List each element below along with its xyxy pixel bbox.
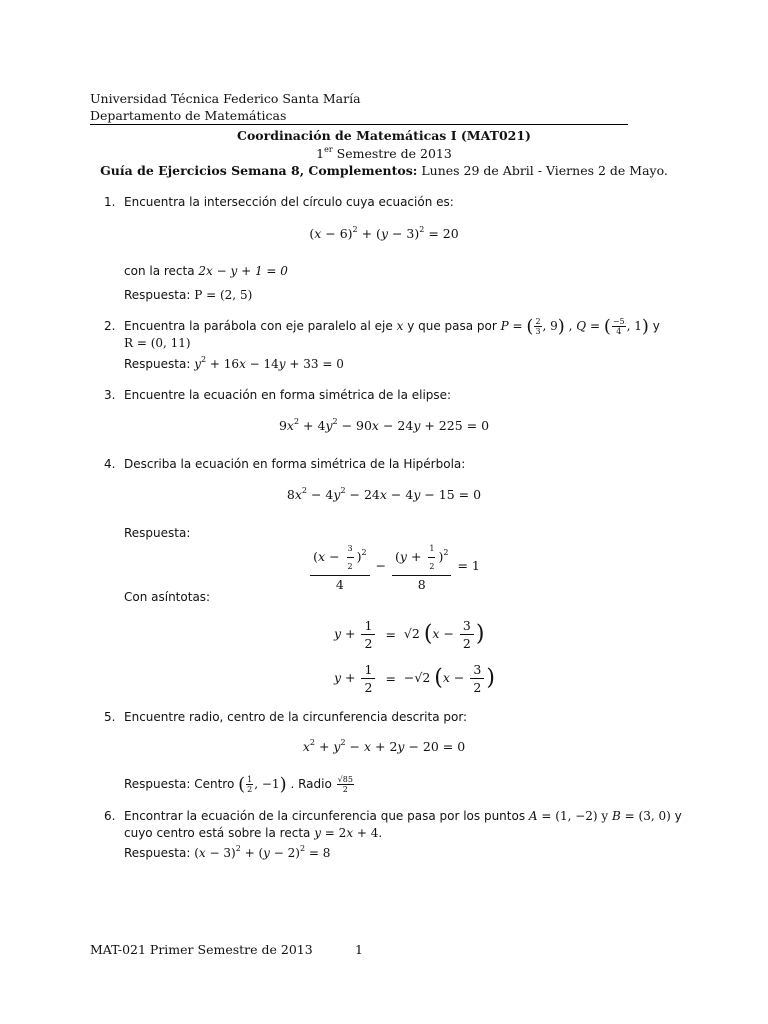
exercise-2-answer: Respuesta: $y^2 + 16x - 14y + 33 = 0$ <box>124 355 344 371</box>
exercise-6-statement: Encontrar la ecuación de la circunferencia que pasa por los puntos A = (1, −2) y B = (3, 0) y <box>124 809 682 823</box>
exercise-6-statement-cont: cuyo centro está sobre la recta y = 2x + 4. <box>124 826 383 840</box>
page-number: 1 <box>355 942 363 957</box>
exercise-1-circle-equation: $(x - 6)^2 + (y - 3)^2 = 20$ <box>309 225 459 241</box>
guide-title: Guía de Ejercicios Semana 8, Complementos: Lunes 29 de Abril - Viernes 2 de Mayo. <box>100 163 668 178</box>
footer-course: MAT-021 Primer Semestre de 2013 <box>90 942 313 957</box>
exercise-4-asymptotes-label: Con asíntotas: <box>124 590 211 604</box>
exercise-2-statement: Encuentra la parábola con eje paralelo al eje x y que pasa por P = ( $\frac{2}{3}$ , 9) , Q = ( $\frac{-5}{4}$ , 1) y <box>124 316 660 337</box>
exercise-3-number: 3. <box>104 388 116 402</box>
exercise-5-circle-equation: $x^2 + y^2 - x + 2y - 20 = 0$ <box>302 738 466 754</box>
exercise-4-answer-label: Respuesta: <box>124 526 191 540</box>
exercise-1-statement: Encuentra la intersección del círculo cuya ecuación es: <box>124 195 454 209</box>
exercise-2-point-r: R = (0, 11) <box>124 336 191 350</box>
exercise-5-statement: Encuentre radio, centro de la circunferencia descrita por: <box>124 710 468 724</box>
exercise-3-statement: Encuentre la ecuación en forma simétrica de la elipse: <box>124 388 452 402</box>
exercise-4-answer-equation: (x − $\frac{3}{2}$ )$^2$ 4 − (y + $\frac{1}{2}$ )$^2$ 8 = 1 <box>10 540 768 593</box>
exercise-2-number: 2. <box>104 319 116 333</box>
exercise-1-answer: Respuesta: P = (2, 5) <box>124 288 253 302</box>
exercise-4-hyperbola-equation: $8x^2 - 4y^2 - 24x - 4y - 15 = 0$ <box>286 486 482 502</box>
exercise-5-number: 5. <box>104 710 116 724</box>
exercise-4-number: 4. <box>104 457 116 471</box>
exercise-5-answer: Respuesta: Centro ( $\frac{1}{2}$ , −1) . Radio $\frac{√85}{2}$ <box>124 774 353 795</box>
exercise-6-answer: Respuesta: $(x - 3)^2 + (y - 2)^2 = 8$ <box>124 844 331 860</box>
department-name: Departamento de Matemáticas <box>90 108 287 123</box>
course-title: Coordinación de Matemáticas I (MAT021) <box>237 128 531 143</box>
exercise-3-ellipse-equation: $9x^2 + 4y^2 - 90x - 24y + 225 = 0$ <box>278 417 490 433</box>
exercise-6-number: 6. <box>104 809 116 823</box>
exercise-1-number: 1. <box>104 195 116 209</box>
semester-line: 1er Semestre de 2013 <box>316 145 452 161</box>
exercise-4-asymptotes: y + $\frac{1}{2}$ = √2 (x − $\frac{3}{2}$ ) y + $\frac{1}{2}$ = −√2 (x − $\frac{3}{2}$ ) <box>334 617 495 695</box>
exercise-4-statement: Describa la ecuación en forma simétrica de la Hipérbola: <box>124 457 466 471</box>
header-rule <box>90 124 628 125</box>
university-name: Universidad Técnica Federico Santa María <box>90 91 361 106</box>
exercise-1-line: con la recta 2x − y + 1 = 0 <box>124 264 288 278</box>
